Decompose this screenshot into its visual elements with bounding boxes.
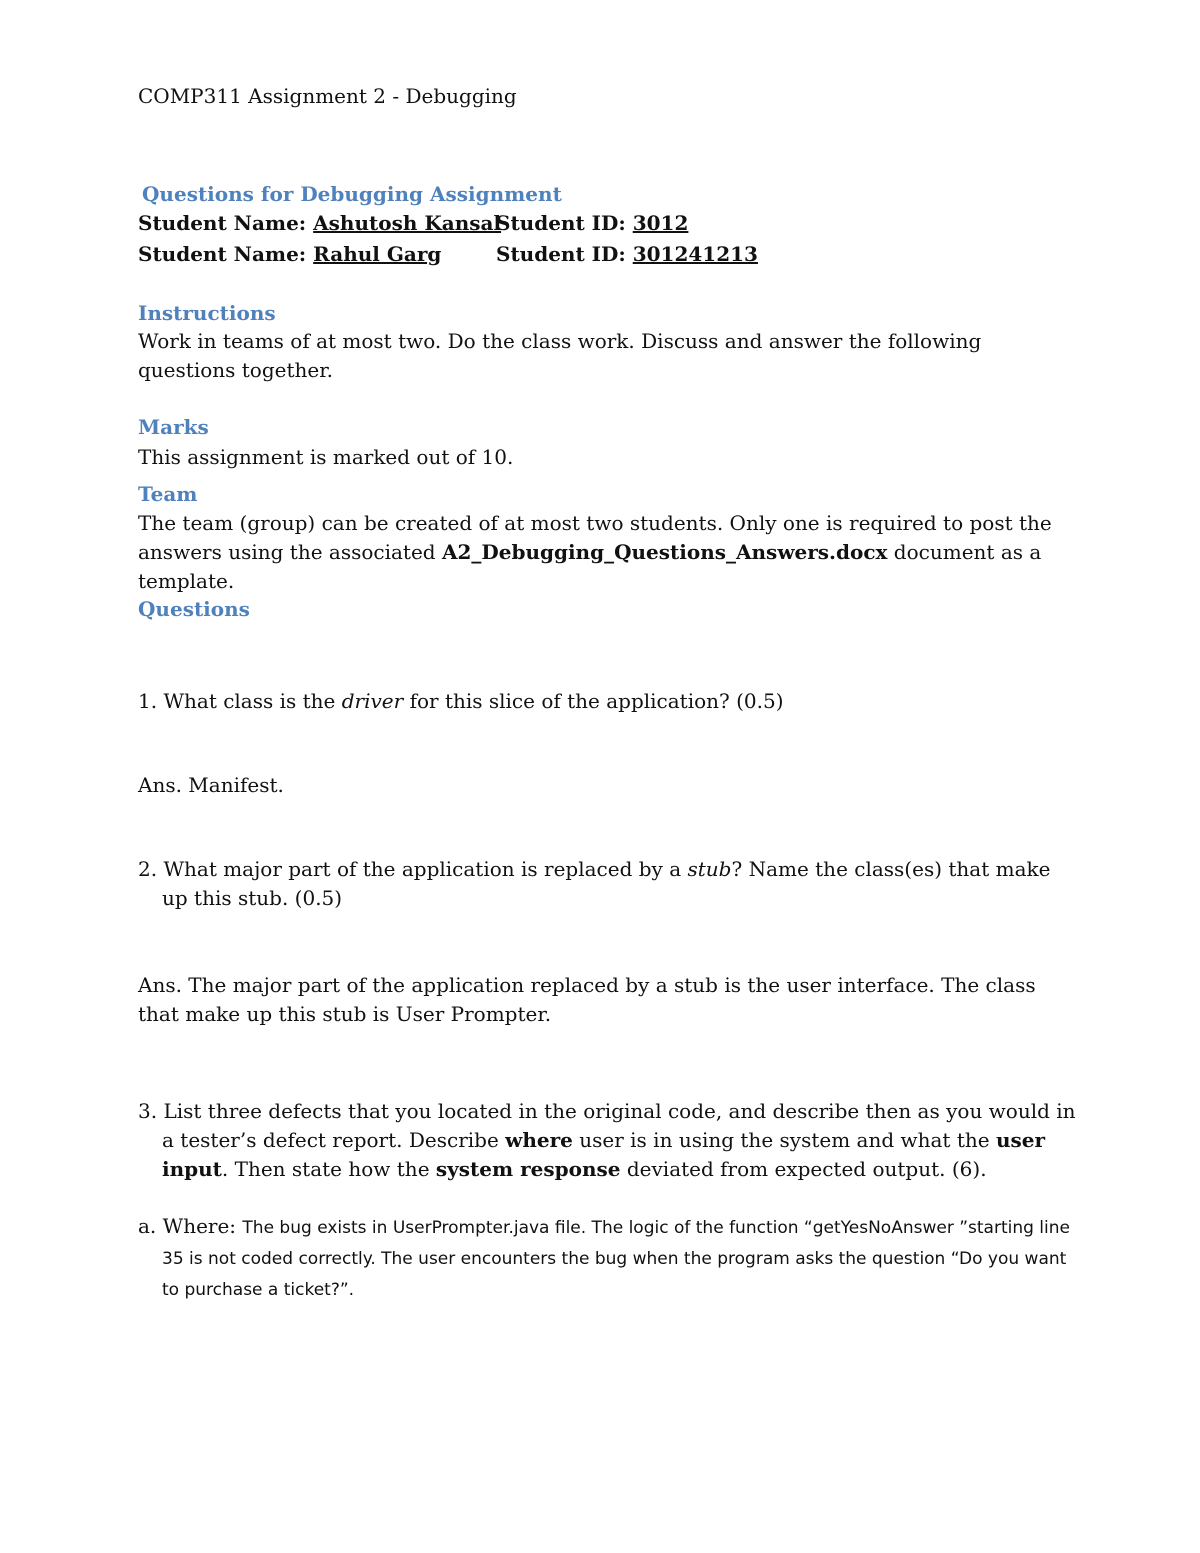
question-bold-term: where (505, 1128, 573, 1152)
team-text-before: The team (group) can be created of at most two students. Only one is required to post the answers using the associated (138, 511, 1052, 564)
question-bold-term: user input (162, 1128, 1045, 1181)
question-text: user is in using the system and what the (572, 1128, 996, 1152)
defect-description: The bug exists in UserPrompter.java file. The logic of the function “getYesNoAnswer ”starting line 35 is not coded correctly. The user encounters the bug when the program asks the question “Do you want to purchase a ticket?”. (162, 1218, 1070, 1300)
question-text: deviated from expected output. (6). (620, 1157, 987, 1181)
question-bold-term: system response (435, 1157, 621, 1181)
template-filename: A2_Debugging_Questions_Answers.docx (441, 540, 888, 564)
student-id-row-2 (496, 240, 758, 269)
question-emphasis: stub (687, 857, 732, 881)
student-name-value: Rahul Garg (313, 242, 442, 266)
answer-1: Ans. Manifest. (138, 773, 284, 797)
question-emphasis: driver (341, 689, 404, 713)
question-text: for this slice of the application? (0.5) (403, 689, 784, 713)
defect-label: a. (138, 1214, 163, 1238)
question-1 (138, 687, 1082, 716)
student-name-value: Ashutosh Kansal (313, 211, 502, 235)
question-number: 1. (138, 689, 164, 713)
question-number: 2. (138, 857, 164, 881)
marks-text: This assignment is marked out of 10. (138, 445, 514, 469)
question-text: What class is the (163, 689, 342, 713)
student-id-value: 3012 (632, 211, 689, 235)
student-id-value: 301241213 (632, 242, 758, 266)
question-text: ? Name the class(es) that make up this stub. (0.5) (162, 857, 1051, 910)
student-row-1 (138, 209, 501, 238)
defect-a (138, 1212, 1082, 1305)
marks-heading: Marks (138, 415, 209, 439)
questions-heading: Questions (138, 597, 250, 621)
team-heading: Team (138, 482, 198, 506)
question-2 (138, 855, 1082, 913)
question-text: What major part of the application is replaced by a (163, 857, 688, 881)
instructions-text: Work in teams of at most two. Do the class work. Discuss and answer the following questions together. (138, 329, 982, 382)
student-id-label: Student ID: (496, 211, 633, 235)
question-3 (138, 1097, 1082, 1184)
defect-where-label: Where: (162, 1214, 243, 1238)
student-row-2 (138, 240, 441, 269)
instructions-heading: Instructions (138, 301, 276, 325)
question-text: . Then state how the (221, 1157, 436, 1181)
answer-2: Ans. The major part of the application replaced by a stub is the user interface. The class that make up this stub is User Prompter. (138, 973, 1036, 1026)
team-text (138, 509, 1068, 596)
document-title: Questions for Debugging Assignment (142, 182, 562, 206)
student-name-label: Student Name: (138, 211, 314, 235)
student-id-label: Student ID: (496, 242, 633, 266)
page-header-title: COMP311 Assignment 2 - Debugging (138, 84, 517, 108)
question-number: 3. (138, 1099, 164, 1123)
team-text-after: document as a template. (138, 540, 1042, 593)
student-id-row-1 (496, 209, 688, 238)
student-name-label: Student Name: (138, 242, 314, 266)
question-text: List three defects that you located in the original code, and describe then as you would in a tester’s defect report. Describe (162, 1099, 1076, 1152)
